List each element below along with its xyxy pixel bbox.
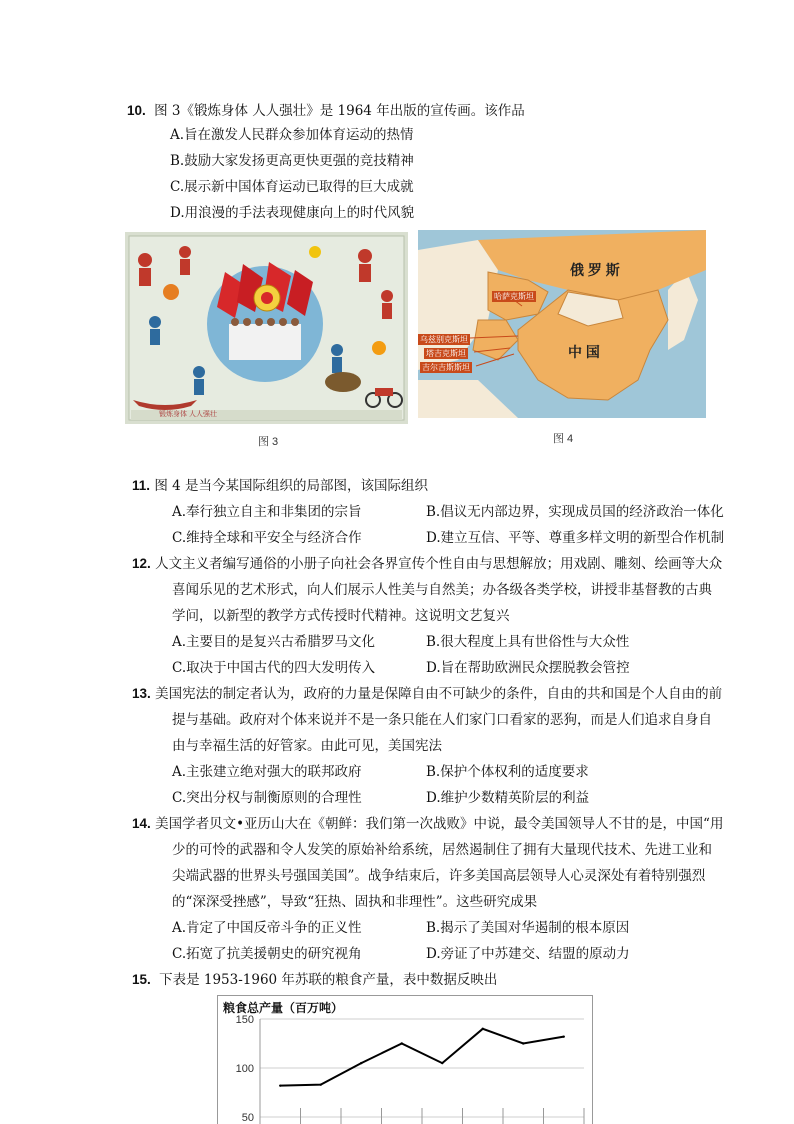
figure4-caption: 图 4 xyxy=(553,433,574,445)
data-point-1959 xyxy=(522,1042,524,1044)
q13-option-c[interactable]: C.突出分权与制衡原则的合理性 xyxy=(172,790,362,806)
y-tick-label-150: 150 xyxy=(235,1014,254,1026)
q12-option-d[interactable]: D.旨在帮助欧洲民众摆脱教会管控 xyxy=(426,660,630,676)
y-tick-label-100: 100 xyxy=(235,1063,254,1075)
q10-stem: 图 3《锻炼身体 人人强壮》是 1964 年出版的宣传画。该作品 xyxy=(154,103,525,119)
chart-title: 粮食总产量（百万吨） xyxy=(223,1001,344,1015)
data-point-1956 xyxy=(401,1042,403,1044)
q14-stem-line-4: 的“深深受挫感”，导致“狂热、固执和非理性”。这些研究成果 xyxy=(172,894,538,910)
grain-chart xyxy=(217,995,593,1124)
grain-output-series-line xyxy=(280,1029,564,1086)
map-label-china: 中 国 xyxy=(568,344,600,360)
data-point-1958 xyxy=(482,1028,484,1030)
q12-option-a[interactable]: A.主要目的是复兴古希腊罗马文化 xyxy=(172,634,376,650)
q12-stem-line-1 xyxy=(132,555,722,573)
poster-illustration xyxy=(125,232,408,424)
q12-option-c[interactable]: C.取决于中国古代的四大发明传入 xyxy=(172,660,376,676)
q11-stem-line xyxy=(132,477,428,495)
q14-option-a[interactable]: A.肯定了中国反帝斗争的正义性 xyxy=(172,920,362,936)
q11-option-a[interactable]: A.奉行独立自主和非集团的宗旨 xyxy=(172,504,362,520)
y-tick-label-50: 50 xyxy=(241,1112,254,1124)
q13-option-a[interactable]: A.主张建立绝对强大的联邦政府 xyxy=(172,764,362,780)
q10-option-b[interactable]: B.鼓励大家发扬更高更快更强的竞技精神 xyxy=(170,153,414,169)
q10-option-a[interactable]: A.旨在激发人民群众参加体育运动的热情 xyxy=(170,127,414,143)
q11-option-c[interactable]: C.维持全球和平安全与经济合作 xyxy=(172,530,362,546)
map-illustration xyxy=(418,230,706,418)
data-point-1960 xyxy=(563,1035,565,1037)
q13-option-d[interactable]: D.维护少数精英阶层的利益 xyxy=(426,790,590,806)
q12-number: 12. xyxy=(132,556,151,571)
q15-stem: 下表是 1953-1960 年苏联的粮食产量，表中数据反映出 xyxy=(159,972,498,988)
q13-stem-1: 美国宪法的制定者认为，政府的力量是保障自由不可缺少的条件，自由的共和国是个人自由的前 xyxy=(155,686,723,702)
q13-stem-line-3: 由与幸福生活的好管家。由此可见，美国宪法 xyxy=(172,738,442,754)
q13-number: 13. xyxy=(132,686,151,701)
map-label-tajikistan: 塔吉克斯坦 xyxy=(426,349,466,358)
q10-option-d[interactable]: D.用浪漫的手法表现健康向上的时代风貌 xyxy=(170,205,415,221)
data-point-1954 xyxy=(320,1083,322,1085)
data-point-1957 xyxy=(441,1062,443,1064)
q12-stem-line-3: 学问，以新型的教学方式传授时代精神。这说明文艺复兴 xyxy=(172,608,510,624)
q11-number: 11. xyxy=(132,478,151,493)
q12-option-b[interactable]: B.很大程度上具有世俗性与大众性 xyxy=(426,634,630,650)
q10-stem-line xyxy=(127,102,525,120)
q14-option-c[interactable]: C.拓宽了抗美援朝史的研究视角 xyxy=(172,946,362,962)
q13-stem-line-1 xyxy=(132,685,722,703)
q15-number: 15. xyxy=(132,972,151,987)
q14-stem-line-2: 少的可怜的武器和令人发笑的原始补给系统，居然遏制住了拥有大量现代技术、先进工业和 xyxy=(172,842,712,858)
q10-number: 10. xyxy=(127,103,146,118)
poster-title-text: 锻炼身体 人人强壮 xyxy=(159,411,217,418)
figure4-map xyxy=(418,230,706,418)
figure3-caption: 图 3 xyxy=(258,436,279,448)
q12-stem-1: 人文主义者编写通俗的小册子向社会各界宣传个性自由与思想解放；用戏剧、雕刻、绘画等大众 xyxy=(155,556,723,572)
map-label-kazakhstan: 哈萨克斯坦 xyxy=(494,292,534,301)
q14-stem-line-3: 尖端武器的世界头号强国美国”。战争结束后，许多美国高层领导人心灵深处有着特别强烈 xyxy=(172,868,706,884)
q14-number: 14. xyxy=(132,816,151,831)
map-label-uzbekistan: 乌兹别克斯坦 xyxy=(420,335,468,344)
q11-option-b[interactable]: B.倡议无内部边界，实现成员国的经济政治一体化 xyxy=(426,504,724,520)
q14-stem-line-1 xyxy=(132,815,723,833)
q15-stem-line xyxy=(132,971,497,989)
q10-option-c[interactable]: C.展示新中国体育运动已取得的巨大成就 xyxy=(170,179,414,195)
data-point-1953 xyxy=(279,1084,281,1086)
q11-stem: 图 4 是当今某国际组织的局部图，该国际组织 xyxy=(154,478,428,494)
map-label-kyrgyzstan: 吉尔吉斯斯坦 xyxy=(422,363,470,372)
data-point-1955 xyxy=(360,1062,362,1064)
q14-option-d[interactable]: D.旁证了中苏建交、结盟的原动力 xyxy=(426,946,630,962)
q13-option-b[interactable]: B.保护个体权利的适度要求 xyxy=(426,764,589,780)
q14-stem-1: 美国学者贝文•亚历山大在《朝鲜：我们第一次战败》中说，最令美国领导人不甘的是，中国“用 xyxy=(155,816,724,832)
q13-stem-line-2: 提与基础。政府对个体来说并不是一条只能在人们家门口看家的恶狗，而是人们追求自身自 xyxy=(172,712,712,728)
q12-stem-line-2: 喜闻乐见的艺术形式，向人们展示人性美与自然美；办各级各类学校，讲授非基督教的古典 xyxy=(172,582,712,598)
q11-option-d[interactable]: D.建立互信、平等、尊重多样文明的新型合作机制 xyxy=(426,530,725,546)
q14-option-b[interactable]: B.揭示了美国对华遏制的根本原因 xyxy=(426,920,630,936)
map-label-russia: 俄 罗 斯 xyxy=(570,262,620,278)
figure3-poster xyxy=(125,232,408,424)
